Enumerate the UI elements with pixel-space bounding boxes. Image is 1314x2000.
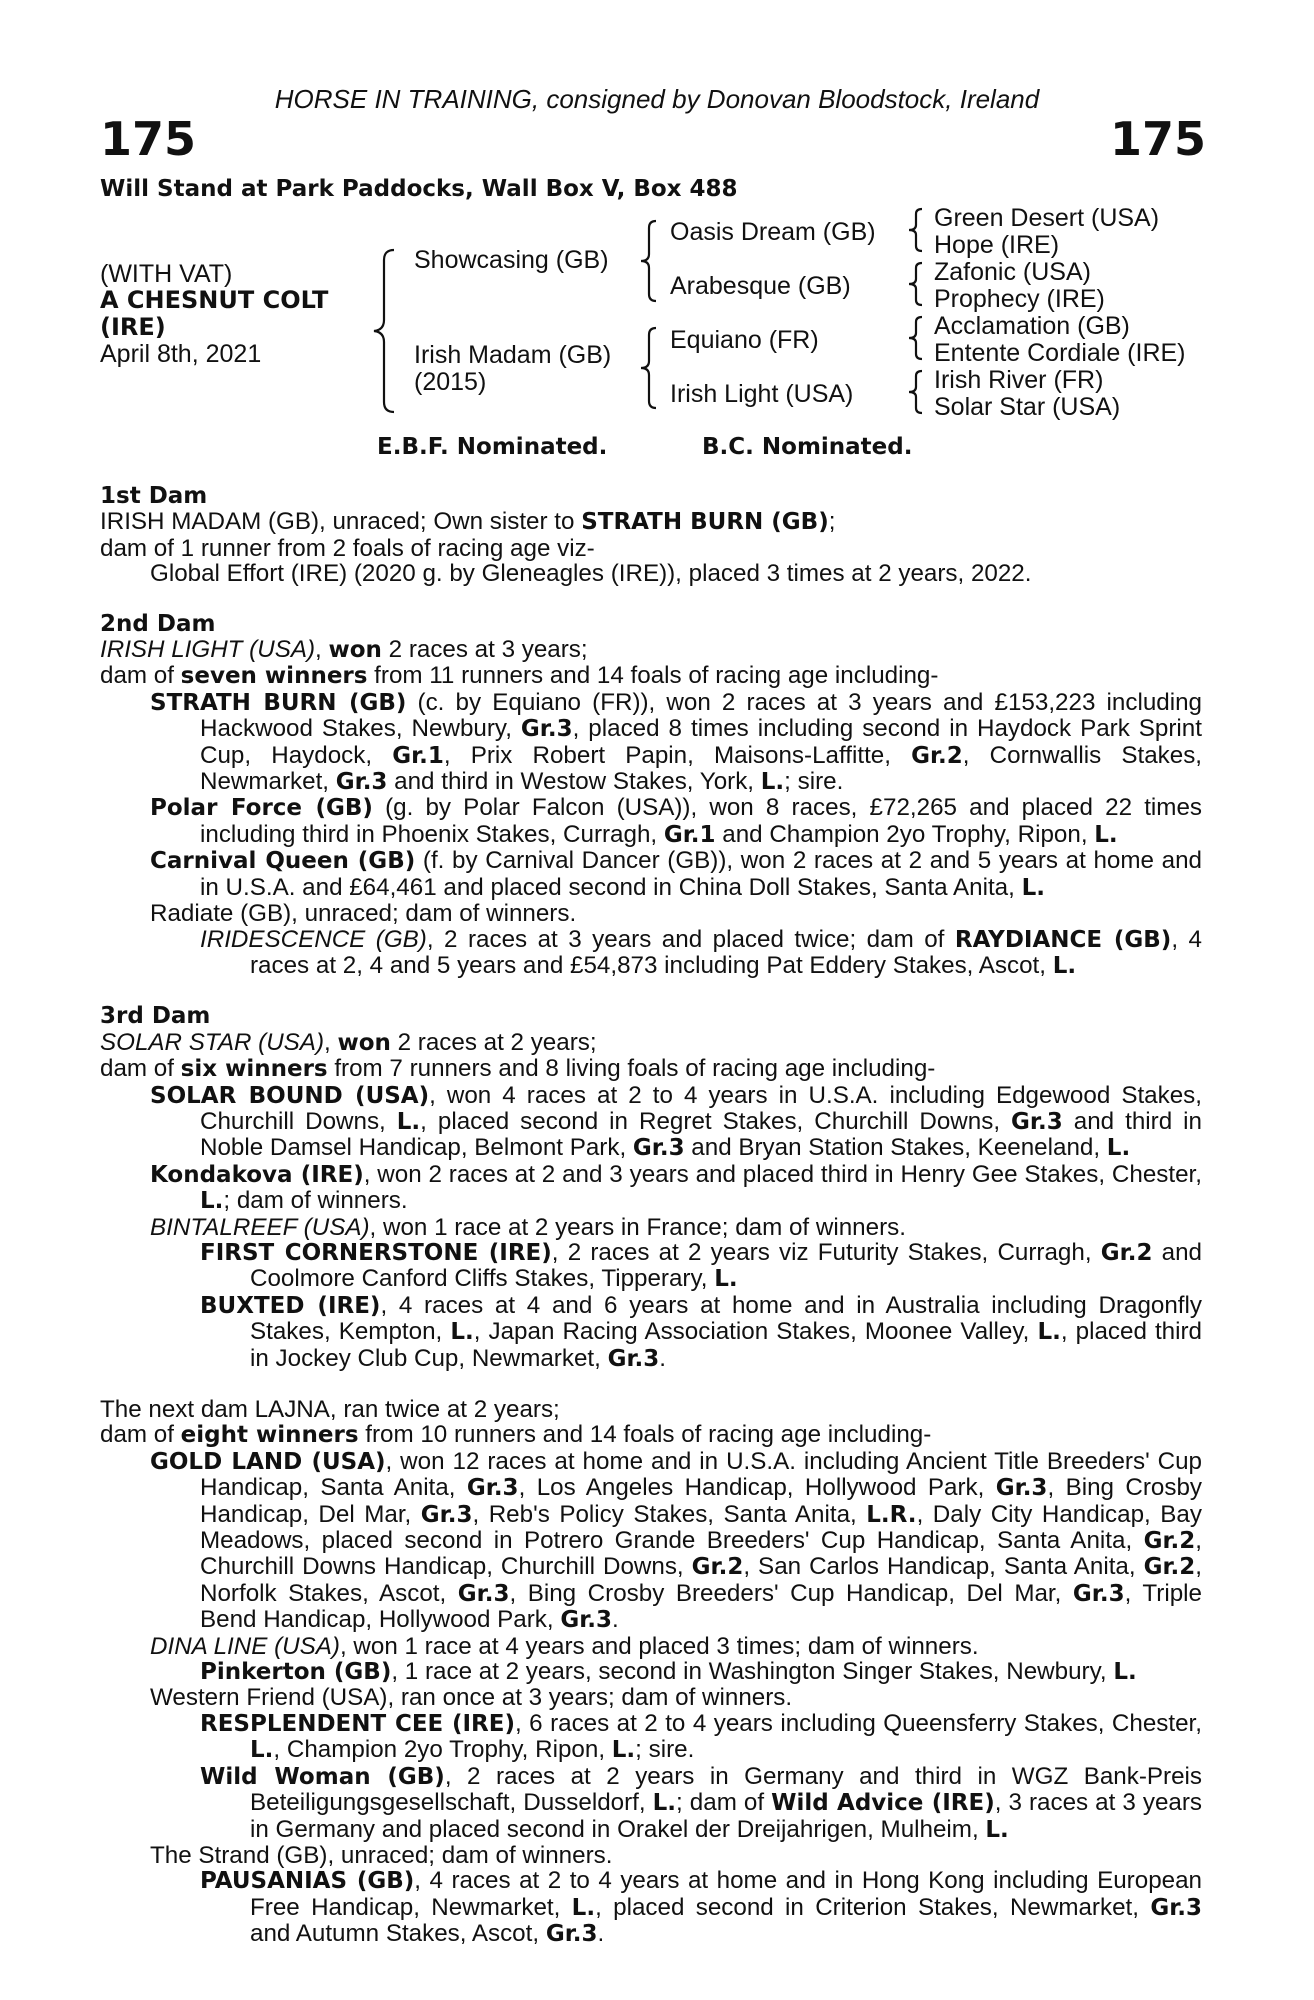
produce-entry: Wild Woman (GB), 2 races at 2 years in Germany and third in WGZ Bank-Preis Beteiligungsgesellschaft, Dusseldorf, L.; dam of Wild Advice (IRE), 3 races at 3 years in Germany and placed second in Orakel der Dreijahrigen, Mulheim, L.: [200, 1762, 1203, 1843]
produce-entry: Global Effort (IRE) (2020 g. by Gleneagles (IRE)), placed 3 times at 2 years, 2022.: [150, 560, 1032, 588]
next-dam-intro: The next dam LAJNA, ran twice at 2 years;: [100, 1396, 560, 1423]
vat-label: (WITH VAT): [100, 260, 233, 288]
dam-year: (2015): [414, 368, 487, 396]
lot-number-left: 175: [100, 112, 197, 166]
dam-summary: dam of seven winners from 11 runners and 14 foals of racing age including-: [100, 662, 939, 690]
pedigree-brace-ggp4: [904, 368, 926, 416]
sire-dam-name: Arabesque (GB): [670, 272, 851, 300]
produce-entry: FIRST CORNERSTONE (IRE), 2 races at 2 years viz Futurity Stakes, Curragh, Gr.2 and Coolmore Canford Cliffs Stakes, Tipperary, L.: [200, 1238, 1203, 1293]
first-dam-line: dam of 1 runner from 2 foals of racing age viz-: [100, 534, 595, 562]
ggp-name: Hope (IRE): [934, 231, 1060, 259]
produce-entry: IRIDESCENCE (GB), 2 races at 3 years and placed twice; dam of RAYDIANCE (GB), 4 races at 2, 4 and 5 years and £54,873 including Pat Eddery Stakes, Ascot, L.: [200, 925, 1202, 979]
ggp-name: Prophecy (IRE): [934, 285, 1105, 313]
produce-entry: PAUSANIAS (GB), 4 races at 2 to 4 years at home and in Hong Kong including European Free Handicap, Newmarket, L., placed second in Criterion Stakes, Newmarket, Gr.3 and Autumn Stakes, Ascot, Gr.3.: [200, 1867, 1202, 1948]
pedigree-brace-ggp2: [904, 260, 926, 308]
dam-intro: SOLAR STAR (USA), won 2 races at 2 years;: [100, 1028, 597, 1056]
dam-intro: IRISH LIGHT (USA), won 2 races at 3 years;: [100, 636, 588, 664]
ggp-name: Green Desert (USA): [934, 204, 1160, 232]
produce-entry: Carnival Queen (GB) (f. by Carnival Dancer (GB)), won 2 races at 2 and 5 years at home and in U.S.A. and £64,461 and placed second in China Doll Stakes, Santa Anita, L.: [150, 847, 1202, 901]
ggp-name: Zafonic (USA): [934, 258, 1091, 286]
dam-sire-name: Equiano (FR): [670, 326, 819, 354]
ggp-name: Irish River (FR): [934, 366, 1104, 394]
produce-entry: BINTALREEF (USA), won 1 race at 2 years in France; dam of winners.: [150, 1213, 906, 1241]
horse-name-line1: A CHESNUT COLT: [100, 286, 329, 314]
produce-entry: DINA LINE (USA), won 1 race at 4 years and placed 3 times; dam of winners.: [150, 1632, 979, 1660]
first-dam-heading: 1st Dam: [100, 483, 208, 509]
pedigree-brace-dam: [636, 325, 660, 411]
horse-name-line2: (IRE): [100, 313, 166, 341]
produce-entry: Pinkerton (GB), 1 race at 2 years, second in Washington Singer Stakes, Newbury, L.: [200, 1658, 1137, 1686]
pedigree-brace-main: [368, 246, 398, 416]
produce-entry: The Strand (GB), unraced; dam of winners.: [150, 1841, 613, 1869]
produce-entry: Western Friend (USA), ran once at 3 years; dam of winners.: [150, 1684, 793, 1712]
sire-sire-name: Oasis Dream (GB): [670, 218, 876, 246]
ebf-nominated: E.B.F. Nominated.: [377, 434, 608, 460]
produce-entry: Radiate (GB), unraced; dam of winners.: [150, 900, 577, 928]
produce-entry: RESPLENDENT CEE (IRE), 6 races at 2 to 4 years including Queensferry Stakes, Chester, L., Champion 2yo Trophy, Ripon, L.; sire.: [200, 1709, 1202, 1764]
ggp-name: Acclamation (GB): [934, 312, 1130, 340]
lot-number-right: 175: [1109, 112, 1206, 166]
pedigree-brace-sire: [636, 218, 660, 304]
ggp-name: Solar Star (USA): [934, 393, 1121, 421]
second-dam-heading: 2nd Dam: [100, 610, 216, 637]
produce-entry: Polar Force (GB) (g. by Polar Falcon (USA)), won 8 races, £72,265 and placed 22 times including third in Phoenix Stakes, Curragh, Gr.1 and Champion 2yo Trophy, Ripon, L.: [150, 794, 1202, 848]
third-dam-heading: 3rd Dam: [100, 1003, 211, 1030]
stand-location: Will Stand at Park Paddocks, Wall Box V, Box 488: [100, 176, 738, 202]
first-dam-line: IRISH MADAM (GB), unraced; Own sister to STRATH BURN (GB);: [100, 508, 836, 536]
produce-entry: SOLAR BOUND (USA), won 4 races at 2 to 4 years in U.S.A. including Edgewood Stakes, Churchill Downs, L., placed second in Regret Stakes, Churchill Downs, Gr.3 and third in Noble Damsel Handicap, Belmont Park, Gr.3 and Bryan Station Stakes, Keeneland, L.: [150, 1081, 1202, 1162]
dam-summary: dam of six winners from 7 runners and 8 living foals of racing age including-: [100, 1055, 936, 1083]
produce-entry: BUXTED (IRE), 4 races at 4 and 6 years at home and in Australia including Dragonfly Stakes, Kempton, L., Japan Racing Association Stakes, Moonee Valley, L., placed third in Jockey Club Cup, Newmarket, Gr.3.: [200, 1291, 1202, 1372]
pedigree-brace-ggp3: [904, 314, 926, 362]
catalogue-header: HORSE IN TRAINING, consigned by Donovan Bloodstock, Ireland: [274, 84, 1040, 114]
dam-dam-name: Irish Light (USA): [670, 380, 854, 408]
dam-summary: dam of eight winners from 10 runners and 14 foals of racing age including-: [100, 1421, 932, 1449]
produce-record: [100, 484, 1202, 1948]
ggp-name: Entente Cordiale (IRE): [934, 339, 1186, 367]
dam-name: Irish Madam (GB): [414, 341, 612, 369]
produce-entry: Kondakova (IRE), won 2 races at 2 and 3 years and placed third in Henry Gee Stakes, Chester, L.; dam of winners.: [150, 1160, 1202, 1215]
produce-entry: STRATH BURN (GB) (c. by Equiano (FR)), won 2 races at 3 years and £153,223 including Hackwood Stakes, Newbury, Gr.3, placed 8 times including second in Haydock Park Sprint Cup, Haydock, Gr.1, Prix Robert Papin, Maisons-Laffitte, Gr.2, Cornwallis Stakes, Newmarket, Gr.3 and third in Westow Stakes, York, L.; sire.: [150, 688, 1203, 796]
pedigree-brace-ggp1: [904, 206, 926, 254]
foaling-date: April 8th, 2021: [100, 340, 262, 368]
produce-entry: GOLD LAND (USA), won 12 races at home and in U.S.A. including Ancient Title Breeders' Cup Handicap, Santa Anita, Gr.3, Los Angeles Handicap, Hollywood Park, Gr.3, Bing Crosby Handicap, Del Mar, Gr.3, Reb's Policy Stakes, Santa Anita, L.R., Daly City Handicap, Bay Meadows, placed second in Potrero Grande Breeders' Cup Handicap, Santa Anita, Gr.2, Churchill Downs Handicap, Churchill Downs, Gr.2, San Carlos Handicap, Santa Anita, Gr.2, Norfolk Stakes, Ascot, Gr.3, Bing Crosby Breeders' Cup Handicap, Del Mar, Gr.3, Triple Bend Handicap, Hollywood Park, Gr.3.: [150, 1447, 1203, 1634]
sire-name: Showcasing (GB): [414, 246, 609, 274]
bc-nominated: B.C. Nominated.: [702, 434, 913, 460]
